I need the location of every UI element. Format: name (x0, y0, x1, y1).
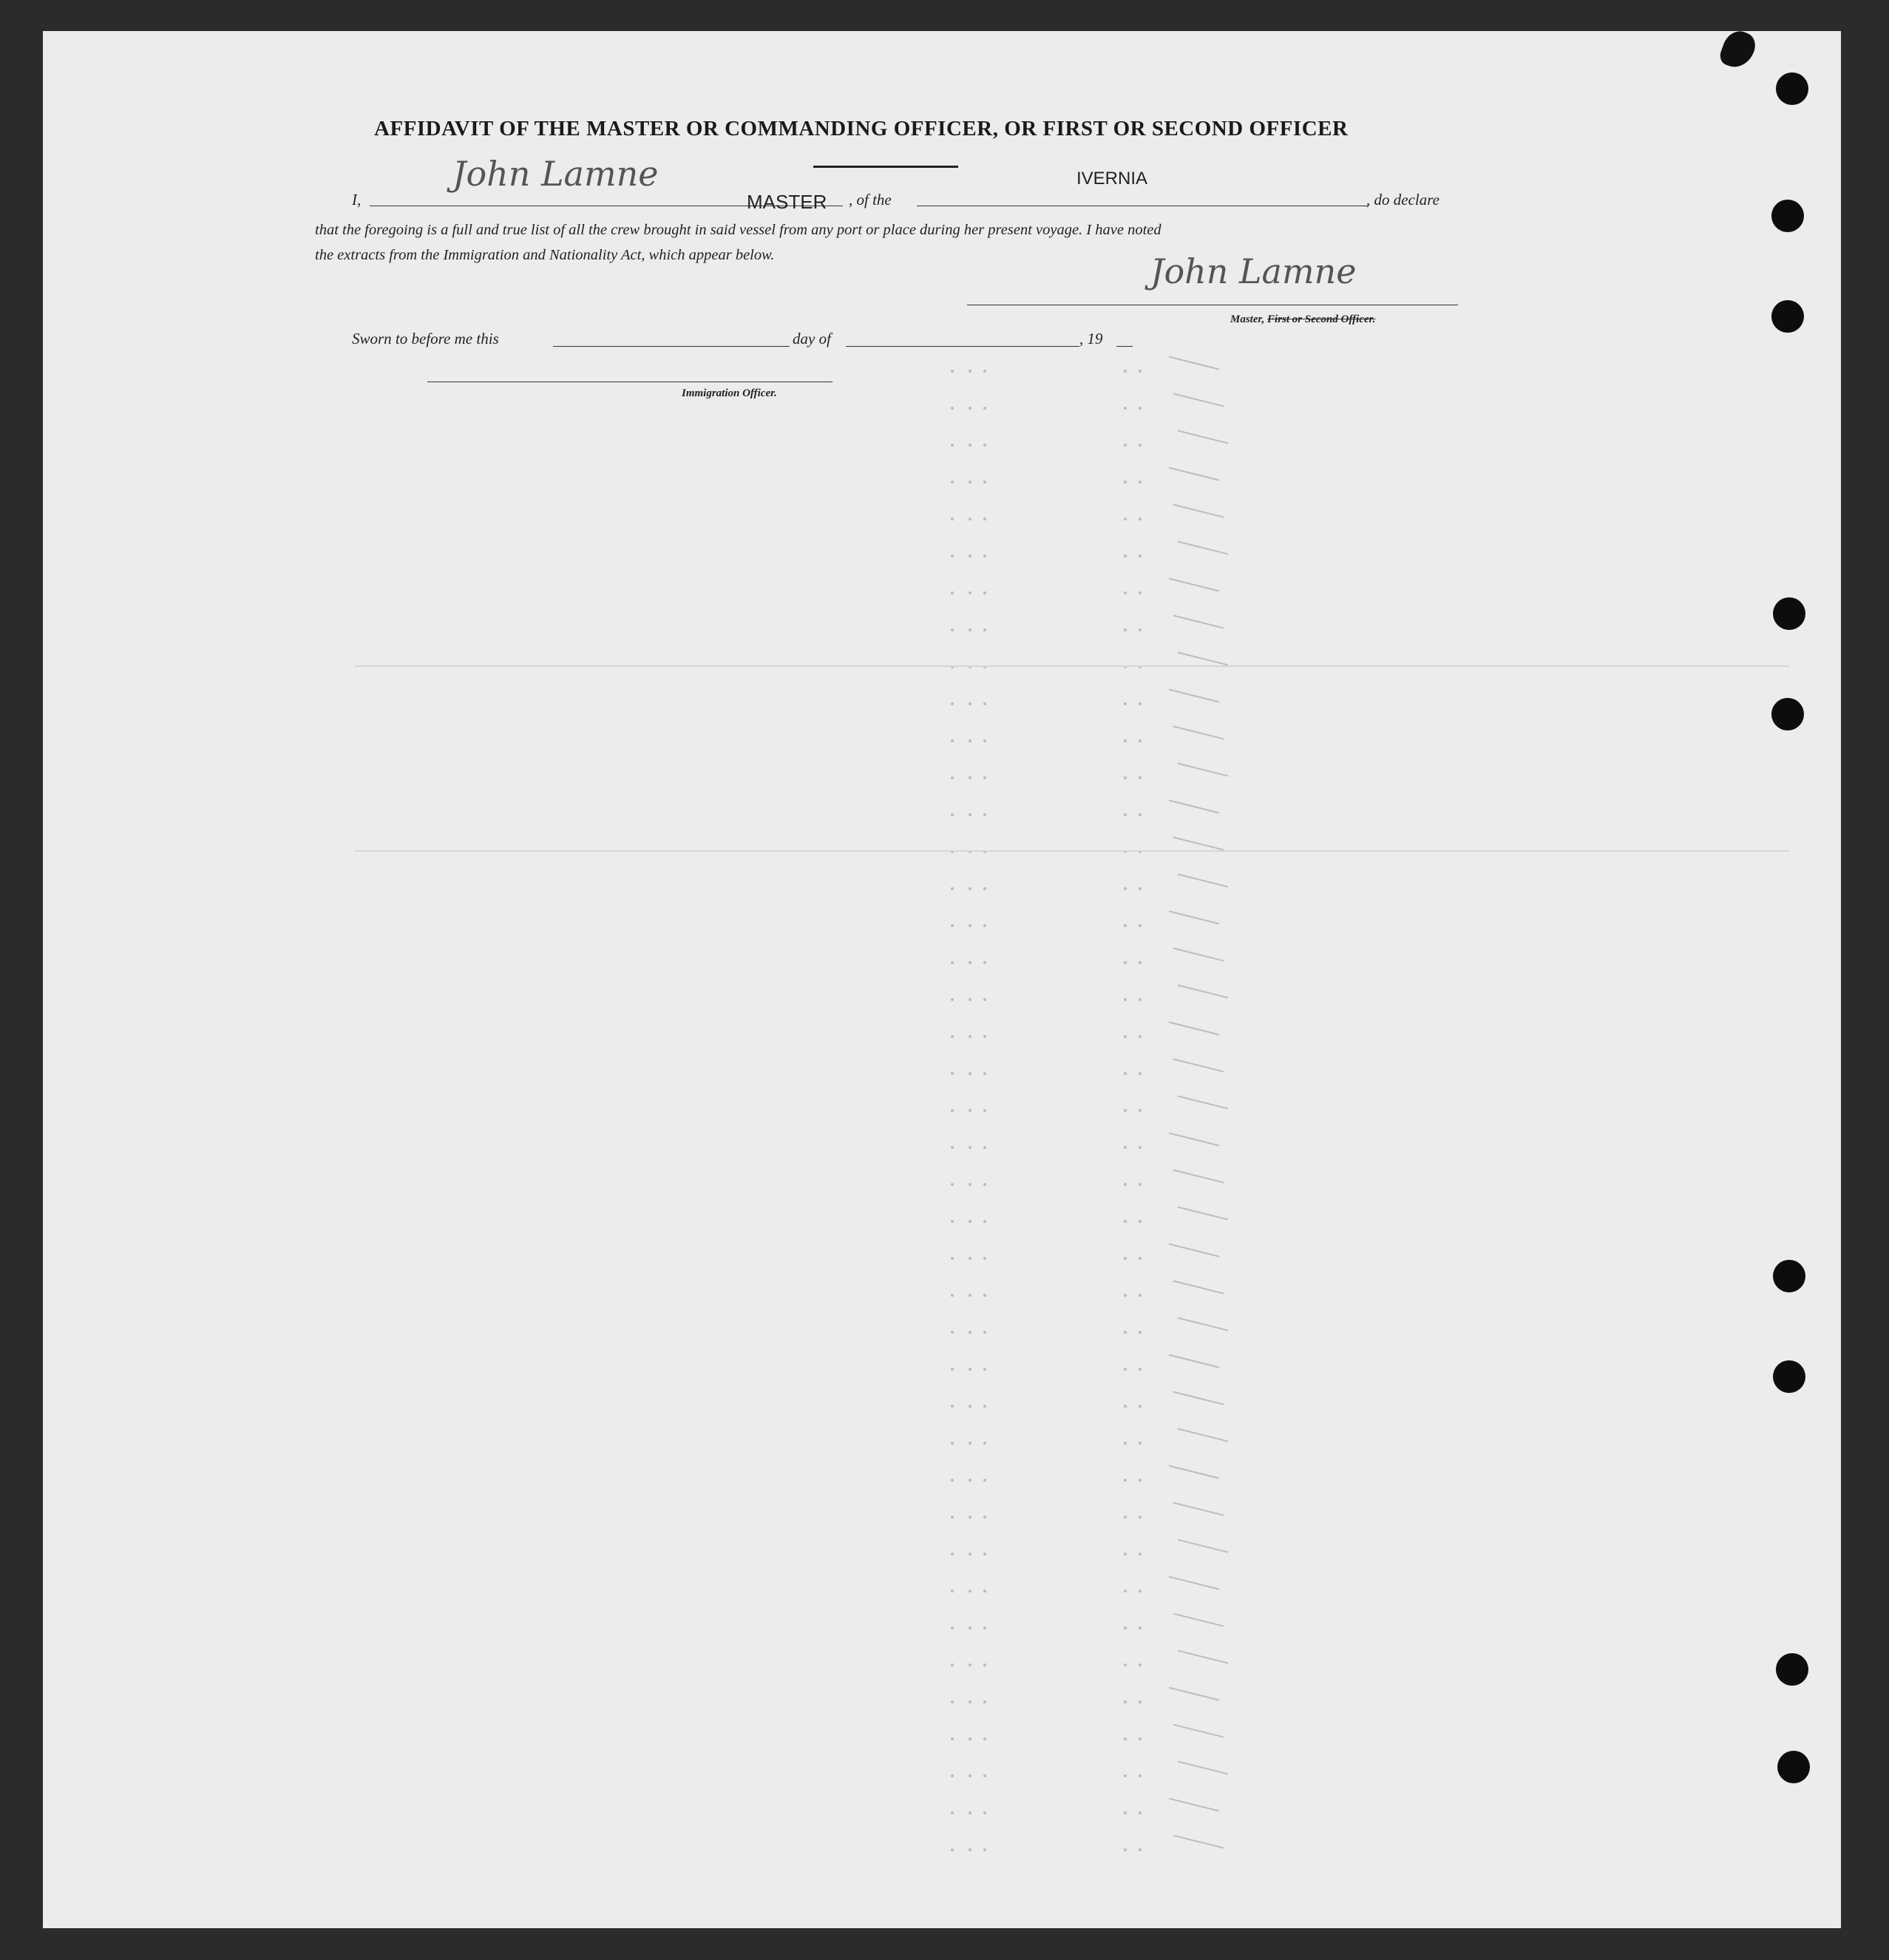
bleed-dot (983, 1479, 986, 1482)
of-the-label: , of the (849, 191, 892, 208)
bleed-dot (969, 1516, 971, 1519)
bleed-dot (951, 407, 954, 410)
bleed-dot (983, 1257, 986, 1260)
bleed-dot (983, 1183, 986, 1186)
bleed-dot (1124, 998, 1127, 1001)
signature-caption (1230, 313, 1375, 326)
bleed-dot (1124, 1553, 1127, 1556)
bleed-dot (969, 1183, 971, 1186)
bleed-dot (969, 924, 971, 927)
bleed-dot (983, 1109, 986, 1112)
bleed-dot (1124, 1035, 1127, 1038)
bleed-dot (969, 1737, 971, 1740)
bleed-dot (951, 739, 954, 742)
bleed-dot (1124, 481, 1127, 484)
bleed-dot (1124, 518, 1127, 520)
bleed-dot (1139, 1257, 1142, 1260)
bleed-dot (969, 998, 971, 1001)
master-stamp: MASTER (747, 191, 827, 213)
bleed-dot (969, 1774, 971, 1777)
bleed-dot (951, 813, 954, 816)
bleed-dot (1124, 1811, 1127, 1814)
bleed-dot (1139, 702, 1142, 705)
bleed-dot (1139, 924, 1142, 927)
bleed-dot (1124, 628, 1127, 631)
bleed-dot (983, 1516, 986, 1519)
bleed-dot (983, 1146, 986, 1149)
bleed-dot (1124, 776, 1127, 779)
title-rule (813, 166, 958, 168)
punch-hole (1773, 597, 1805, 630)
bleed-dot (951, 1035, 954, 1038)
bleed-dot (1139, 961, 1142, 964)
bleed-dot (951, 1442, 954, 1445)
bleed-dot (969, 1479, 971, 1482)
bleed-dot (951, 1700, 954, 1703)
bleed-dot (969, 1331, 971, 1334)
bleed-dot (951, 444, 954, 447)
bleed-dot (1139, 370, 1142, 373)
bleed-dot (951, 1516, 954, 1519)
bleed-dot (1139, 813, 1142, 816)
bleed-dot (983, 481, 986, 484)
bleed-dot (1139, 591, 1142, 594)
bleed-dot (983, 1220, 986, 1223)
bleed-dot (969, 1109, 971, 1112)
punch-hole (1771, 698, 1804, 730)
bleed-rule (355, 665, 1789, 667)
bleed-dot (983, 1700, 986, 1703)
bleed-dot (969, 1590, 971, 1593)
bleed-dot (1139, 1220, 1142, 1223)
immigration-officer-caption: Immigration Officer. (682, 387, 777, 399)
bleed-dot (983, 1368, 986, 1371)
bleed-dot (1124, 555, 1127, 557)
bleed-dot (1139, 1811, 1142, 1814)
bleed-dot (1139, 1442, 1142, 1445)
punch-hole (1776, 1653, 1808, 1686)
bleed-dot (983, 961, 986, 964)
bleed-dot (1139, 628, 1142, 631)
bleed-dot (1139, 1183, 1142, 1186)
bleed-dot (983, 1072, 986, 1075)
punch-hole (1771, 200, 1804, 232)
bleed-dot (1124, 1627, 1127, 1630)
bleed-dot (983, 518, 986, 520)
bleed-dot (951, 702, 954, 705)
bleed-dot (1124, 1331, 1127, 1334)
bleed-dot (983, 998, 986, 1001)
year-blank (1116, 346, 1133, 347)
bleed-dot (1139, 1072, 1142, 1075)
bleed-dot (969, 444, 971, 447)
bleed-dot (951, 1257, 954, 1260)
bleed-dot (1124, 1220, 1127, 1223)
bleed-dot (951, 1294, 954, 1297)
bleed-dot (1139, 1737, 1142, 1740)
bleed-dot (951, 1553, 954, 1556)
signature-caption-struck: First or Second Officer. (1267, 313, 1376, 325)
bleed-dot (983, 1664, 986, 1666)
bleed-dot (951, 998, 954, 1001)
bleed-dot (1139, 1109, 1142, 1112)
bleed-dot (951, 1183, 954, 1186)
bleed-dot (969, 776, 971, 779)
bleed-dot (951, 1664, 954, 1666)
bleed-dot (951, 924, 954, 927)
bleed-dot (969, 518, 971, 520)
sworn-month-blank (846, 346, 1079, 347)
bleed-dot (951, 1774, 954, 1777)
bleed-dot (951, 628, 954, 631)
bleed-dot (983, 1035, 986, 1038)
bleed-dot (951, 1848, 954, 1851)
bleed-dot (1124, 1368, 1127, 1371)
bleed-dot (1139, 1627, 1142, 1630)
bleed-dot (983, 776, 986, 779)
bleed-dot (1139, 1700, 1142, 1703)
bleed-dot (969, 1848, 971, 1851)
punch-hole (1773, 1360, 1805, 1393)
bleed-dot (951, 887, 954, 890)
bleed-dot (969, 1257, 971, 1260)
bleed-dot (1139, 1848, 1142, 1851)
bleed-dot (969, 1553, 971, 1556)
bleed-dot (951, 1109, 954, 1112)
bleed-dot (1139, 1294, 1142, 1297)
bleed-dot (1139, 739, 1142, 742)
bleed-dot (969, 1146, 971, 1149)
punch-hole (1776, 72, 1808, 105)
bleed-dot (1139, 1516, 1142, 1519)
bleed-dot (969, 887, 971, 890)
bleed-dot (983, 702, 986, 705)
day-of-label: day of (793, 330, 831, 347)
handwritten-signature-name: John Lamne (452, 154, 659, 194)
bleed-dot (969, 1368, 971, 1371)
bleed-dot (1139, 998, 1142, 1001)
bleed-dot (951, 1405, 954, 1408)
affidavit-title: AFFIDAVIT OF THE MASTER OR COMMANDING OFFICER, OR FIRST OR SECOND OFFICER (374, 117, 1349, 140)
bleed-dot (969, 370, 971, 373)
bleed-dot (1124, 1257, 1127, 1260)
bleed-dot (983, 1405, 986, 1408)
bleed-dot (969, 961, 971, 964)
bleed-dot (951, 1627, 954, 1630)
signature-caption-prefix: Master, (1230, 313, 1268, 325)
bleed-dot (1139, 555, 1142, 557)
bleed-dot (983, 1590, 986, 1593)
bleed-dot (951, 776, 954, 779)
bleed-dot (969, 702, 971, 705)
bleed-dot (1124, 407, 1127, 410)
punch-hole (1777, 1751, 1810, 1783)
bleed-dot (983, 407, 986, 410)
bleed-dot (969, 407, 971, 410)
bleed-dot (983, 444, 986, 447)
bleed-dot (969, 1664, 971, 1666)
year-label: , 19 (1079, 330, 1103, 347)
bleed-dot (983, 1811, 986, 1814)
bleed-dot (1139, 1664, 1142, 1666)
bleed-dot (1139, 1774, 1142, 1777)
bleed-dot (1139, 1146, 1142, 1149)
bleed-dot (1124, 1146, 1127, 1149)
document-page (43, 31, 1841, 1928)
bleed-dot (1124, 702, 1127, 705)
bleed-dot (1139, 887, 1142, 890)
bleed-dot (1124, 1183, 1127, 1186)
bleed-dot (951, 1737, 954, 1740)
bleed-dot (1124, 1516, 1127, 1519)
bleed-dot (1139, 1479, 1142, 1482)
bleed-dot (951, 1811, 954, 1814)
master-signature: John Lamne (1150, 251, 1357, 291)
bleed-dot (983, 1737, 986, 1740)
bleed-dot (1124, 924, 1127, 927)
bleed-dot (1124, 1479, 1127, 1482)
bleed-dot (951, 591, 954, 594)
bleed-dot (951, 370, 954, 373)
bleed-dot (1124, 961, 1127, 964)
bleed-dot (1124, 1774, 1127, 1777)
bleed-dot (969, 1700, 971, 1703)
bleed-dot (983, 1774, 986, 1777)
bleed-dot (983, 813, 986, 816)
bleed-dot (1124, 444, 1127, 447)
bleed-dot (951, 518, 954, 520)
bleed-dot (969, 1405, 971, 1408)
bleed-dot (1124, 591, 1127, 594)
bleed-rule (355, 850, 1789, 852)
bleed-dot (951, 481, 954, 484)
bleed-dot (951, 1331, 954, 1334)
bleed-dot (969, 555, 971, 557)
bleed-dot (951, 961, 954, 964)
bleed-dot (969, 1442, 971, 1445)
bleed-dot (951, 1590, 954, 1593)
bleed-dot (1139, 1405, 1142, 1408)
bleed-dot (983, 370, 986, 373)
bleed-dot (1124, 1700, 1127, 1703)
bleed-dot (1139, 1553, 1142, 1556)
bleed-dot (1139, 1590, 1142, 1593)
bleed-dot (1139, 481, 1142, 484)
bleed-dot (1139, 1035, 1142, 1038)
bleed-dot (969, 591, 971, 594)
bleed-dot (983, 1331, 986, 1334)
bleed-dot (969, 1811, 971, 1814)
sworn-label: Sworn to before me this (352, 330, 499, 347)
bleed-dot (983, 739, 986, 742)
declaration-line-3: the extracts from the Immigration and Nationality Act, which appear below. (315, 247, 775, 263)
bleed-dot (951, 1220, 954, 1223)
bleed-dot (969, 628, 971, 631)
bleed-dot (1124, 1405, 1127, 1408)
bleed-dot (1139, 776, 1142, 779)
punch-hole (1771, 300, 1804, 333)
bleed-dot (983, 628, 986, 631)
bleed-dot (1124, 370, 1127, 373)
bleed-dot (969, 1627, 971, 1630)
punch-hole (1773, 1260, 1805, 1292)
bleed-dot (969, 1294, 971, 1297)
bleed-dot (1124, 739, 1127, 742)
vessel-name-stamp: IVERNIA (1076, 169, 1148, 189)
bleed-dot (983, 1848, 986, 1851)
bleed-dot (1124, 1590, 1127, 1593)
bleed-dot (983, 1294, 986, 1297)
bleed-dot (983, 887, 986, 890)
bleed-dot (1139, 518, 1142, 520)
i-label: I, (352, 191, 362, 208)
bleed-dot (1124, 1109, 1127, 1112)
bleed-dot (983, 924, 986, 927)
bleed-dot (1124, 1848, 1127, 1851)
do-declare-label: , do declare (1366, 191, 1439, 208)
bleed-dot (969, 1035, 971, 1038)
bleed-dot (969, 739, 971, 742)
bleed-dot (1139, 444, 1142, 447)
bleed-dot (969, 481, 971, 484)
bleed-dot (1139, 1368, 1142, 1371)
bleed-dot (983, 591, 986, 594)
bleed-dot (1139, 1331, 1142, 1334)
declaration-line-2: that the foregoing is a full and true list of all the crew brought in said vessel from any port or place during her present voyage. I have noted (315, 222, 1161, 238)
bleed-dot (951, 1146, 954, 1149)
bleed-dot (1124, 887, 1127, 890)
bleed-dot (969, 813, 971, 816)
bleed-dot (1124, 1072, 1127, 1075)
bleed-dot (983, 1553, 986, 1556)
bleed-dot (951, 1072, 954, 1075)
bleed-dot (983, 555, 986, 557)
bleed-dot (969, 1220, 971, 1223)
bleed-dot (1124, 1442, 1127, 1445)
bleed-dot (969, 1072, 971, 1075)
bleed-dot (1124, 813, 1127, 816)
bleed-dot (951, 1479, 954, 1482)
sworn-day-blank (553, 346, 790, 347)
bleed-dot (983, 1442, 986, 1445)
bleed-dot (951, 1368, 954, 1371)
bleed-dot (1139, 407, 1142, 410)
bleed-dot (1124, 1294, 1127, 1297)
bleed-dot (1124, 1664, 1127, 1666)
bleed-dot (983, 1627, 986, 1630)
bleed-dot (1124, 1737, 1127, 1740)
bleed-dot (951, 555, 954, 557)
